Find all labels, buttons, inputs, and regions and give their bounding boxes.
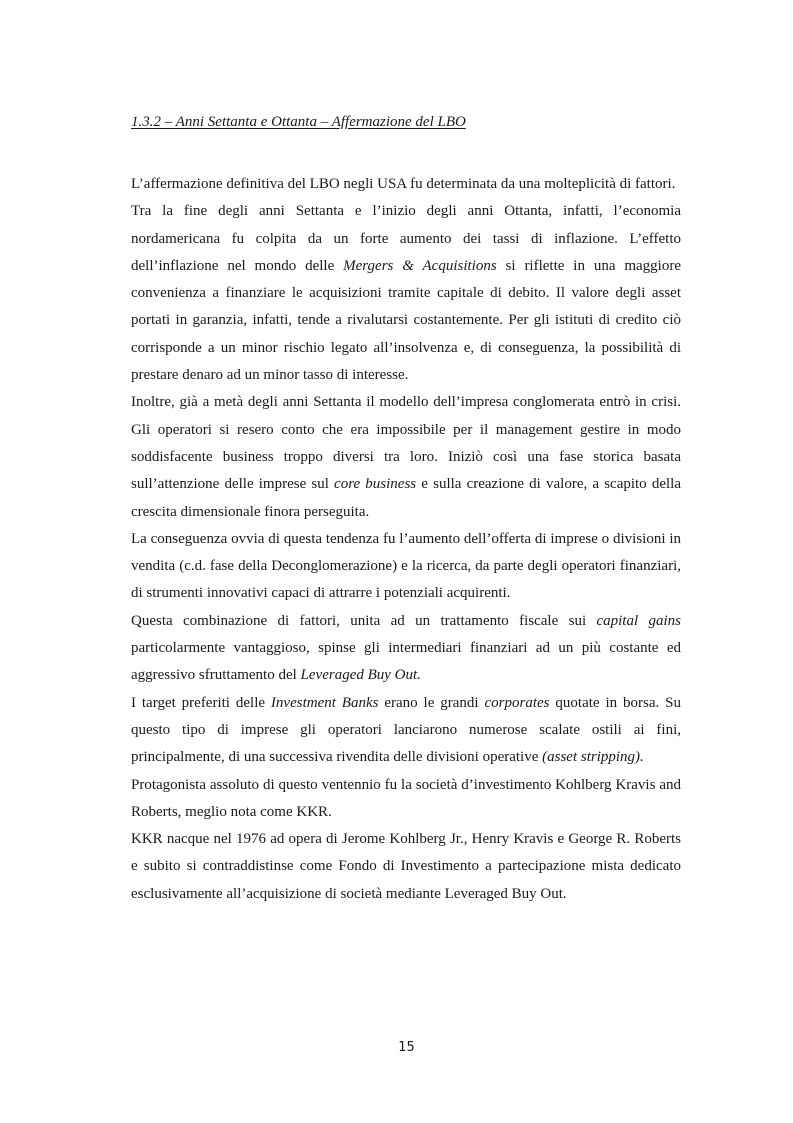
italic-text: Leveraged Buy Out. [300, 667, 421, 684]
paragraph [131, 690, 681, 772]
paragraph [131, 526, 681, 608]
text-run: Tra la fine degli anni Settanta e l’inizio degli anni Ottanta, infatti, l’economia nordamericana fu colpita da un forte aumento dei tassi di inflazione. L’effetto dell’inflazione nel mondo delle [131, 203, 681, 274]
paragraph [131, 389, 681, 525]
text-run: Inoltre, già a metà degli anni Settanta il modello dell’impresa conglomerata entrò in crisi. Gli operatori si resero conto che era impossibile per il management gestire in modo soddisfacente business troppo diversi tra loro. Iniziò così una fase storica basata sull’attenzione delle imprese sul [131, 394, 681, 493]
paragraph [131, 608, 681, 690]
paragraph [131, 171, 681, 198]
page-number: 15 [398, 1040, 415, 1055]
paragraph [131, 198, 681, 389]
text-run: L’affermazione definitiva del LBO negli USA fu determinata da una molteplicità di fattori. [131, 176, 676, 192]
text-run: I target preferiti delle [131, 694, 271, 711]
text-run: erano le grandi [378, 694, 485, 711]
paragraph [131, 772, 681, 827]
italic-text: (asset stripping). [542, 749, 644, 766]
section-heading: 1.3.2 – Anni Settanta e Ottanta – Affermazione del LBO [131, 114, 466, 130]
italic-text: core business [334, 476, 417, 493]
text-run: Protagonista assoluto di questo ventennio fu la società d’investimento Kohlberg Kravis and Roberts, meglio nota come KKR. [131, 776, 681, 820]
text-run: quotate in borsa. Su questo tipo di imprese gli operatori lanciarono numerose scalate ostili ai fini, principalmente, di una successiva rivendita delle divisioni operative [131, 694, 681, 766]
text-run: Questa combinazione di fattori, unita ad un trattamento fiscale sui [131, 612, 597, 629]
italic-text: capital gains [596, 612, 681, 629]
text-run: La conseguenza ovvia di questa tendenza fu l’aumento dell’offerta di imprese o divisioni in vendita (c.d. fase della Deconglomerazione) e la ricerca, da parte degli operatori finanziari, di strumenti innovativi capaci di attrarre i potenziali acquirenti. [131, 530, 681, 602]
italic-text: Mergers & Acquisitions [343, 257, 497, 274]
paragraph [131, 826, 681, 908]
text-run: KKR nacque nel 1976 ad opera di Jerome Kohlberg Jr., Henry Kravis e George R. Roberts e subito si contraddistinse come Fondo di Investimento a partecipazione mista dedicato esclusivamente all’acquisizione di società mediante Leveraged Buy Out. [131, 831, 681, 902]
body-text [131, 171, 681, 908]
text-run: si riflette in una maggiore convenienza a finanziare le acquisizioni tramite capitale di debito. Il valore degli asset portati in garanzia, infatti, tende a rivalutarsi costantemente. Per gli istituti di credito ciò corrisponde a un minor rischio legato all’insolvenza e, di conseguenza, la possibilità di prestare denaro ad un minor tasso di interesse. [131, 257, 682, 384]
text-run: particolarmente vantaggioso, spinse gli intermediari finanziari ad un più costante ed aggressivo sfruttamento del [131, 640, 681, 684]
text-run: e sulla creazione di valore, a scapito della crescita dimensionale finora perseguita. [131, 476, 681, 520]
italic-text: Investment Banks [270, 694, 379, 711]
italic-text: corporates [484, 694, 550, 711]
